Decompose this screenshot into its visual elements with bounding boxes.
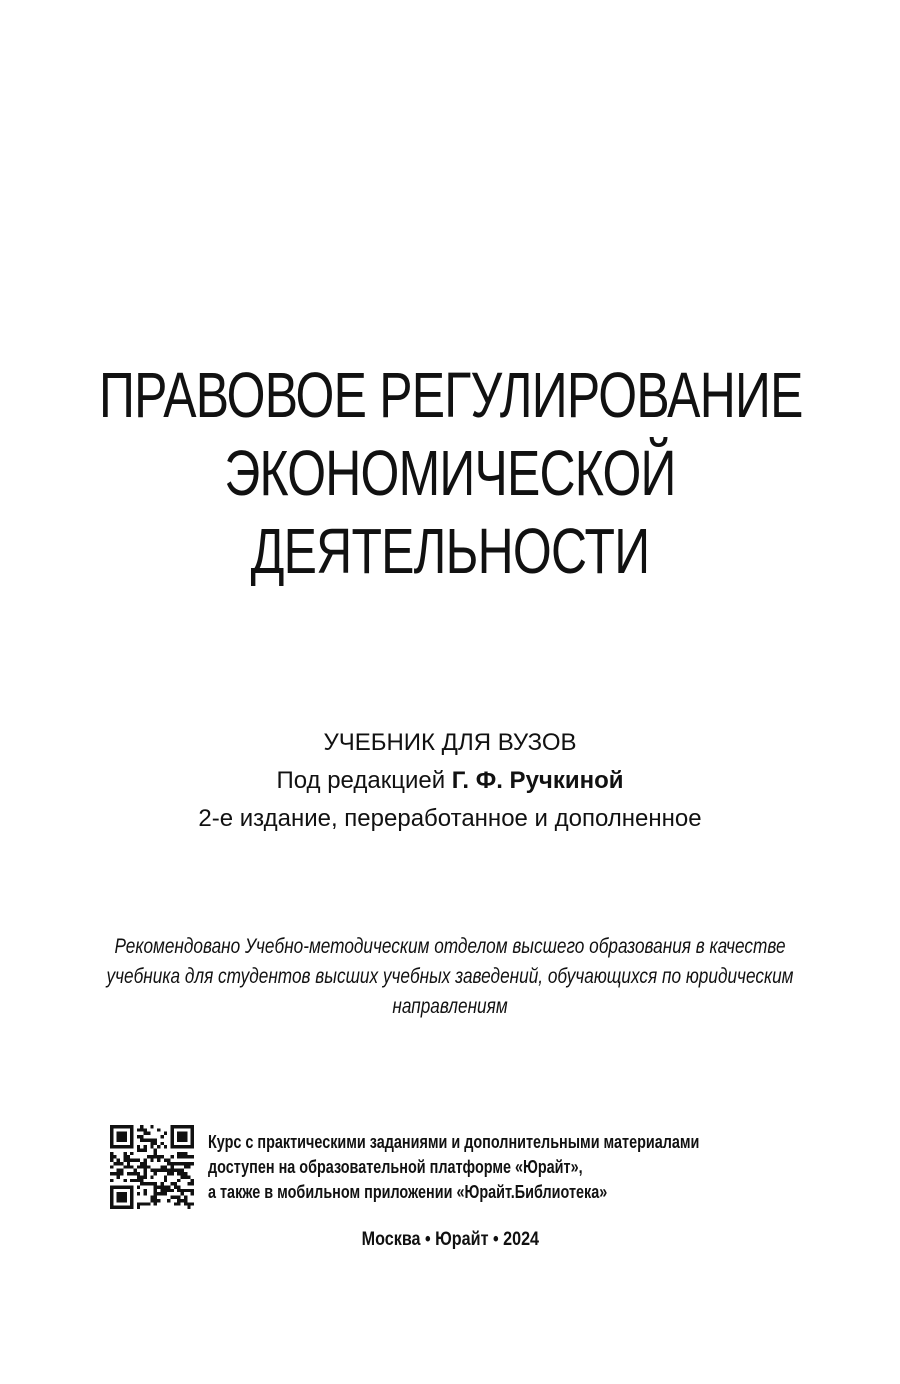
edition-line: 2-е издание, переработанное и дополненное xyxy=(198,805,702,832)
course-line-2: доступен на образовательной платформе «Юрайт», xyxy=(208,1157,583,1177)
editor-prefix: Под редакцией xyxy=(276,767,446,794)
subtitle-block xyxy=(0,724,900,838)
recommendation-line-3: направлениям xyxy=(392,995,508,1018)
recommendation-text xyxy=(0,932,900,1022)
book-title xyxy=(0,356,900,590)
editor-line xyxy=(0,762,900,800)
course-line-1: Курс с практическими заданиями и дополнительными материалами xyxy=(208,1132,700,1152)
recommendation-line-1: Рекомендовано Учебно-методическим отделом высшего образования в качестве xyxy=(114,935,786,958)
book-type: УЧЕБНИК ДЛЯ ВУЗОВ xyxy=(323,729,577,756)
title-line-1: ПРАВОВОЕ РЕГУЛИРОВАНИЕ xyxy=(99,359,803,431)
recommendation-line-2: учебника для студентов высших учебных заведений, обучающихся по юридическим xyxy=(106,965,794,988)
imprint xyxy=(0,1226,900,1254)
course-info xyxy=(208,1130,808,1205)
title-line-2: ЭКОНОМИЧЕСКОЙ xyxy=(224,437,676,509)
title-line-3: ДЕЯТЕЛЬНОСТИ xyxy=(250,515,650,587)
editor-name: Г. Ф. Ручкиной xyxy=(451,767,624,794)
course-line-3: а также в мобильном приложении «Юрайт.Библиотека» xyxy=(208,1182,608,1202)
imprint-text: Москва • Юрайт • 2024 xyxy=(361,1229,539,1250)
qr-code-icon[interactable] xyxy=(110,1125,194,1209)
